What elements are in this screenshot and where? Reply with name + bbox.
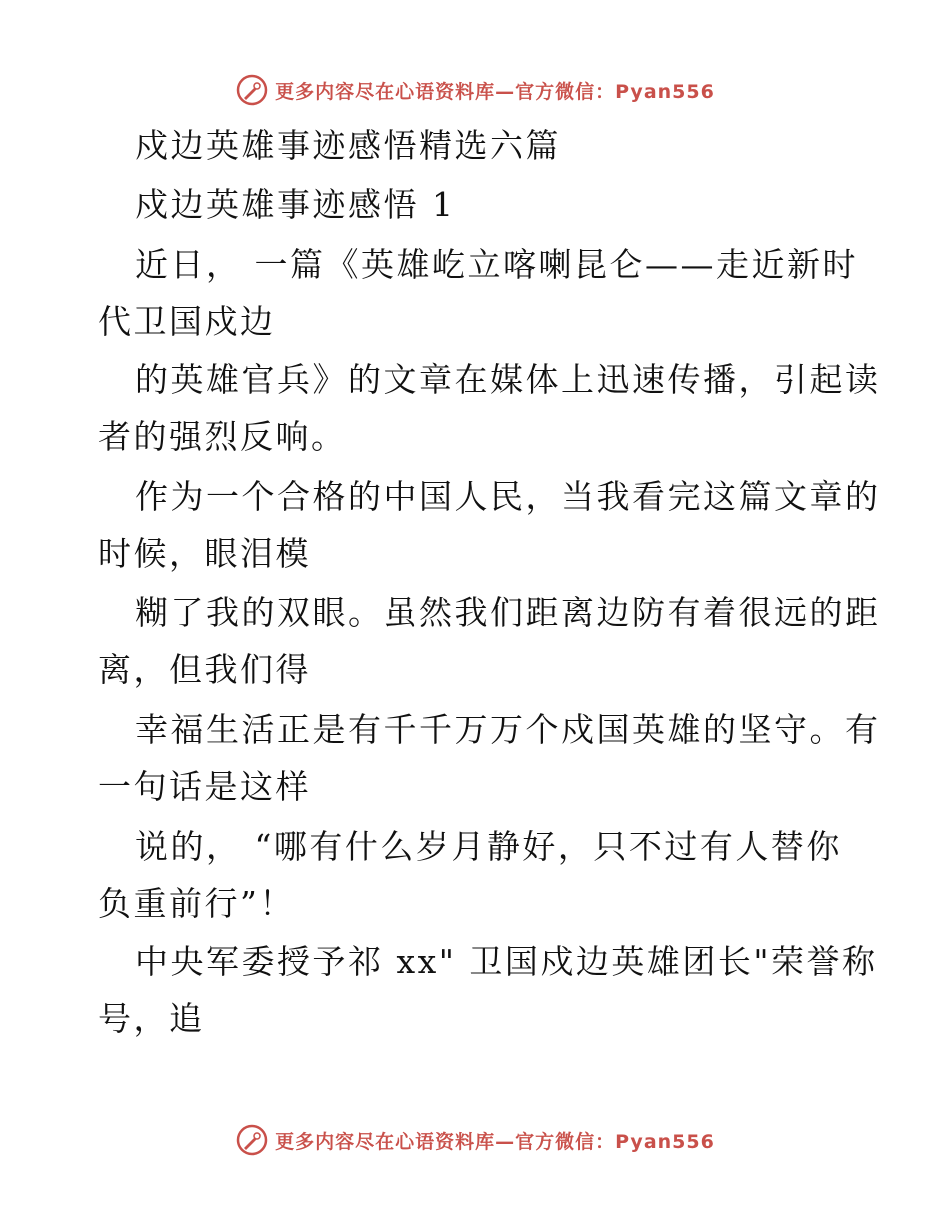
header-watermark-banner <box>0 70 950 110</box>
paragraph-line: 作为一个合格的中国人民，当我看完这篇文章的 <box>135 477 881 516</box>
paragraph-line: 负重前行”！ <box>98 884 295 923</box>
paragraph-line: 者的强烈反响。 <box>98 417 347 456</box>
paragraph-line: 中央军委授予祁 xx" 卫国戍边英雄团长"荣誉称 <box>135 942 878 981</box>
paragraph-line: 离，但我们得 <box>98 650 311 689</box>
watermark-text: 更多内容尽在心语资料库—官方微信：Pyan556 <box>275 80 715 103</box>
quill-logo-icon <box>235 1123 269 1157</box>
section-heading: 戍边英雄事迹感悟 1 <box>135 185 456 224</box>
paragraph-line: 时候，眼泪模 <box>98 534 311 573</box>
paragraph-line: 幸福生活正是有千千万万个戍国英雄的坚守。有 <box>135 710 881 749</box>
paragraph-line: 说的， “哪有什么岁月静好，只不过有人替你 <box>135 827 842 866</box>
paragraph-line: 号，追 <box>98 999 205 1038</box>
footer-watermark-banner <box>0 1120 950 1160</box>
paragraph-line: 的英雄官兵》的文章在媒体上迅速传播，引起读 <box>135 360 881 399</box>
paragraph-line: 糊了我的双眼。虽然我们距离边防有着很远的距 <box>135 593 881 632</box>
paragraph-line: 一句话是这样 <box>98 767 311 806</box>
quill-logo-icon <box>235 73 269 107</box>
watermark-text: 更多内容尽在心语资料库—官方微信：Pyan556 <box>275 1130 715 1153</box>
document-title: 戍边英雄事迹感悟精选六篇 <box>135 126 561 165</box>
paragraph-line: 近日， 一篇《英雄屹立喀喇昆仑——走近新时 <box>135 245 858 284</box>
paragraph-line: 代卫国戍边 <box>98 302 276 341</box>
